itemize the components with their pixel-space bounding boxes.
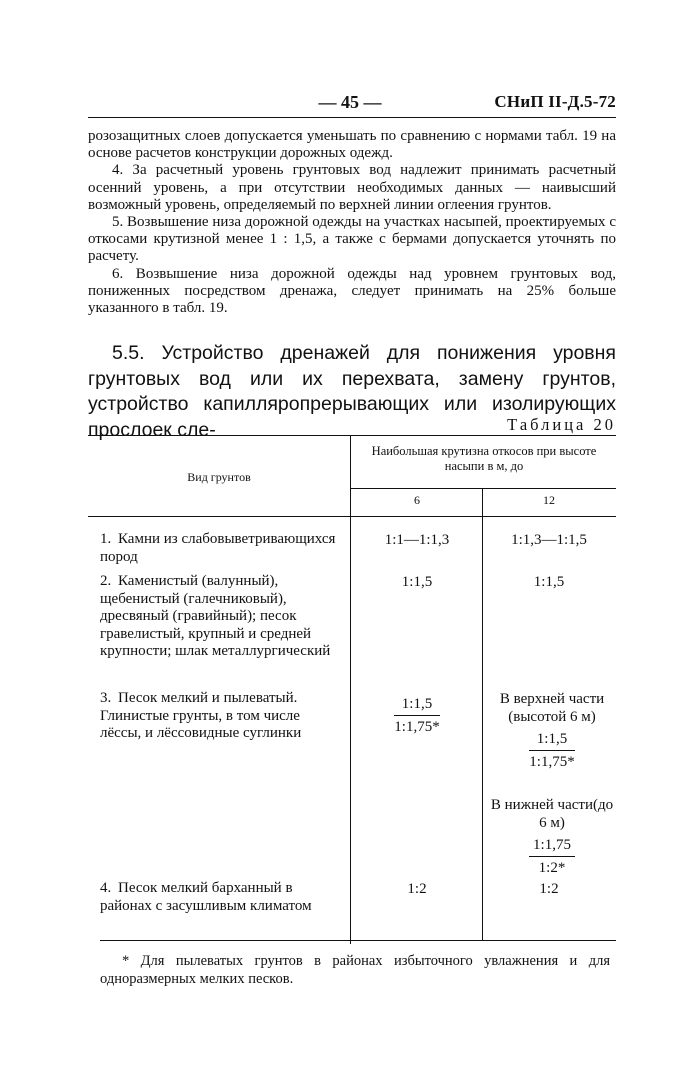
page-number: — 45 — bbox=[318, 92, 382, 112]
table-header-subrule bbox=[350, 488, 616, 489]
table-divider-main bbox=[350, 436, 351, 944]
table-row bbox=[100, 690, 340, 743]
fraction-numerator: 1:1,5 bbox=[529, 730, 574, 751]
cell-h6: 1:2 bbox=[407, 881, 427, 897]
cell-h6: 1:1—1:1,3 bbox=[384, 532, 450, 548]
table-caption: Таблица 20 bbox=[507, 415, 616, 434]
table-row bbox=[100, 573, 340, 661]
footnote bbox=[100, 952, 610, 988]
fraction-denominator: 1:1,75* bbox=[394, 719, 440, 735]
row-number: 1. bbox=[100, 531, 112, 547]
table-divider-cols bbox=[482, 488, 483, 940]
row-soil: Камни из слабовыветривающихся пород bbox=[100, 531, 336, 565]
fraction-numerator: 1:1,5 bbox=[394, 695, 439, 716]
cell-h12: 1:1,5 bbox=[533, 574, 565, 590]
table-row bbox=[100, 531, 340, 566]
header-height-12: 12 bbox=[543, 493, 555, 507]
row-soil: Песок мелкий барханный в районах с засушливым климатом bbox=[100, 880, 312, 914]
cell-h6: 1:1,5 bbox=[401, 574, 433, 590]
paragraph-item-5: 5. Возвышение низа дорожной одежды на участках насыпей, проектируемых с откосами крутизной менее 1 : 1,5, а также с бермами допускается уточнять по расчету. bbox=[88, 214, 616, 265]
table-header-bottom-rule bbox=[88, 516, 616, 517]
lower-part-label: В нижней части(до 6 м) bbox=[490, 797, 614, 831]
cell-h12-lower bbox=[490, 796, 614, 877]
document-code: СНиП II-Д.5-72 bbox=[494, 92, 616, 111]
cell-h12: 1:2 bbox=[539, 881, 559, 897]
row-number: 2. bbox=[100, 573, 112, 589]
row-number: 4. bbox=[100, 880, 112, 896]
row-soil: Песок мелкий и пылеватый. Глинистые грунты, в том числе лёссы, и лёссовидные суглинки bbox=[100, 690, 302, 741]
row-soil: Каменистый (валунный), щебенистый (галечниковый), дресвяный (гравийный); песок гравелистый, крупный и средней крупности; шлак металлургический bbox=[100, 573, 331, 659]
table-top-rule bbox=[88, 435, 616, 436]
header-rule bbox=[88, 117, 616, 118]
fraction-denominator: 1:2* bbox=[538, 860, 566, 876]
footnote-rule bbox=[100, 940, 616, 941]
header-soil-type: Вид грунтов bbox=[187, 470, 251, 484]
table-row bbox=[100, 880, 340, 915]
footnote-text: * Для пылеватых грунтов в районах избыточного увлажнения и для одноразмерных мелких песков. bbox=[100, 953, 610, 987]
paragraph-item-4: 4. За расчетный уровень грунтовых вод надлежит принимать расчетный осенний уровень, а при отсутствии необходимых данных — наивысший возможный уровень, определяемый по верхней линии оглеения грунтов. bbox=[88, 162, 616, 213]
header-height-6: 6 bbox=[414, 493, 420, 507]
cell-h12: 1:1,3—1:1,5 bbox=[511, 532, 587, 548]
fraction-denominator: 1:1,75* bbox=[529, 754, 575, 770]
fraction-numerator: 1:1,75 bbox=[529, 836, 575, 857]
body-text bbox=[88, 128, 616, 317]
upper-part-label: В верхней части (высотой 6 м) bbox=[499, 691, 605, 725]
header-slope: Наибольшая крутизна откосов при высоте насыпи в м, до bbox=[371, 444, 597, 473]
paragraph-item-6: 6. Возвышение низа дорожной одежды над уровнем грунтовых вод, пониженных посредством дренажа, следует принимать на 25% больше указанного в табл. 19. bbox=[88, 265, 616, 317]
paragraph-continuation: розозащитных слоев допускается уменьшать по сравнению с нормами табл. 19 на основе расчетов конструкции дорожных одежд. bbox=[88, 128, 616, 162]
cell-h12-upper bbox=[490, 690, 614, 771]
row-number: 3. bbox=[100, 690, 112, 706]
section-heading-text: 5.5. Устройство дренажей для понижения уровня грунтовых вод или их перехвата, замену грунтов, устройство капилляропрерывающих или изолирующих прослоек сле- bbox=[88, 342, 616, 441]
cell-h6-fraction bbox=[352, 695, 482, 736]
